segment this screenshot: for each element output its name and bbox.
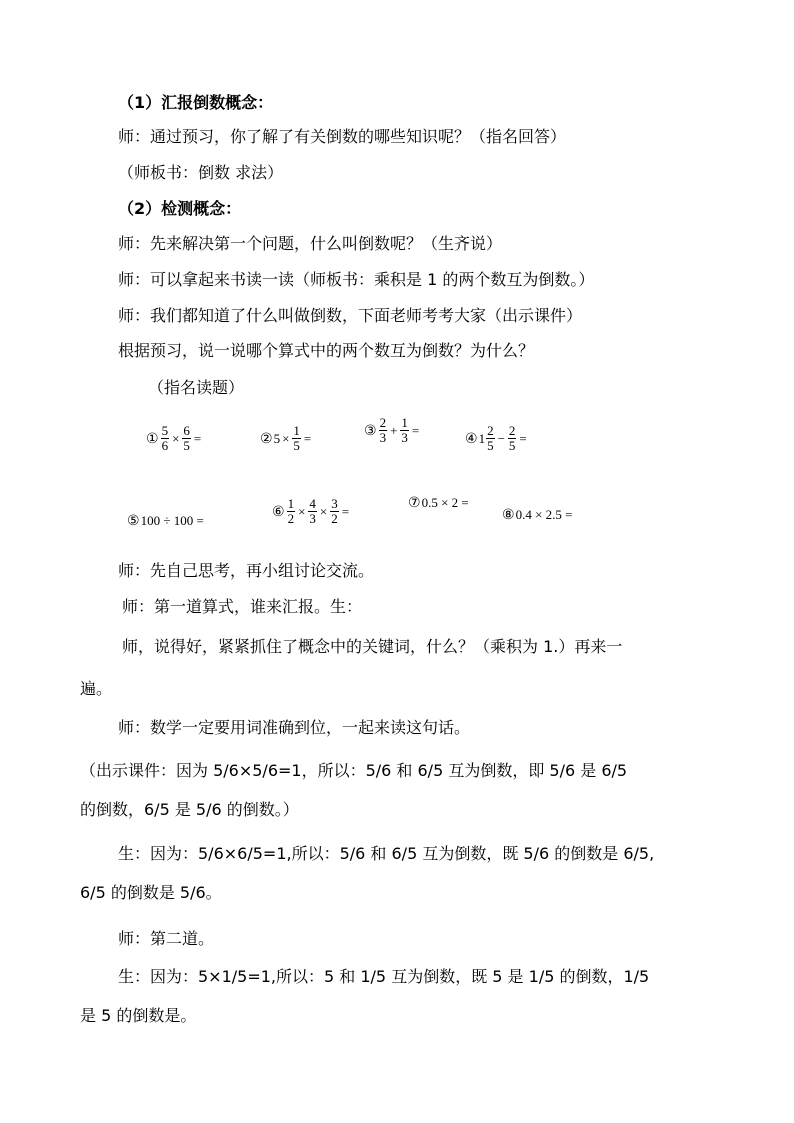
fraction: $\frac{5}{6}$: [161, 423, 169, 453]
equation-7: ⑦ 0.5 × 2 =: [408, 495, 469, 511]
text-line: 师：通过预习，你了解了有关倒数的哪些知识呢？（指名回答）: [118, 127, 567, 146]
fraction: $\frac{6}{5}$: [183, 423, 190, 453]
text-line: 的倒数，6/5 是 5/6 的倒数。）: [80, 800, 299, 819]
heading-check-concept: （2）检测概念：: [118, 199, 242, 218]
equation-6: ⑥ $\frac{1}{2}$ × $\frac{4}{3}$ × $\frac{3}{2}$ =: [272, 496, 350, 526]
fraction: $\frac{1}{3}$: [401, 415, 408, 445]
heading-report-concept: （1）汇报倒数概念：: [118, 93, 274, 112]
text-line: 师：先自己思考，再小组讨论交流。: [118, 561, 375, 580]
text-line: （指名读题）: [148, 378, 245, 397]
equation-4: ④ 1 $\frac{2}{5}$ − $\frac{2}{5}$ =: [465, 423, 527, 453]
fraction: $\frac{2}{3}$: [379, 415, 387, 445]
text-line: 师：第二道。: [118, 929, 215, 948]
text-line: 是 5 的倒数是。: [80, 1006, 197, 1025]
text-line: 遍。: [80, 679, 113, 698]
text-line: （师板书：倒数 求法）: [118, 163, 284, 182]
fraction: $\frac{1}{2}$: [287, 496, 295, 526]
text-line: 师：第一道算式，谁来汇报。生：: [122, 597, 363, 616]
equation-1: ① $\frac{5}{6}$ × $\frac{6}{5}$ =: [146, 423, 202, 453]
text-line: 根据预习，说一说哪个算式中的两个数互为倒数？为什么？: [118, 341, 535, 360]
text-line: （出示课件：因为 5/6×5/6=1，所以：5/6 和 6/5 互为倒数，即 5/6 是 6/5: [80, 761, 628, 780]
text-line: 师：可以拿起来书读一读（师板书：乘积是 1 的两个数互为倒数。）: [118, 270, 595, 289]
text-line: 师：我们都知道了什么叫做倒数，下面老师考考大家（出示课件）: [118, 306, 583, 325]
equation-3: ③ $\frac{2}{3}$ + $\frac{1}{3}$ =: [364, 415, 420, 445]
text-line: 师：数学一定要用词准确到位，一起来读这句话。: [118, 718, 471, 737]
equation-5: ⑤ 100 ÷ 100 =: [127, 513, 204, 529]
text-line: 师：先来解决第一个问题，什么叫倒数呢？（生齐说）: [118, 234, 503, 253]
fraction: $\frac{1}{5}$: [293, 423, 300, 453]
equation-2: ② 5 × $\frac{1}{5}$ =: [260, 423, 312, 453]
text-line: 6/5 的倒数是 5/6。: [80, 883, 222, 902]
fraction: $\frac{2}{5}$: [487, 423, 494, 453]
text-line: 生：因为：5/6×6/5=1,所以：5/6 和 6/5 互为倒数，既 5/6 的倒数是 6/5,: [118, 844, 655, 863]
text-line: 生：因为：5×1/5=1,所以：5 和 1/5 互为倒数，既 5 是 1/5 的倒数，1/5: [118, 967, 650, 986]
fraction: $\frac{2}{5}$: [508, 423, 516, 453]
text-line: 师，说得好，紧紧抓住了概念中的关键词，什么？（乘积为 1.）再来一: [122, 637, 623, 656]
fraction: $\frac{3}{2}$: [331, 496, 338, 526]
equation-8: ⑧ 0.4 × 2.5 =: [502, 507, 573, 523]
fraction: $\frac{4}{3}$: [309, 496, 316, 526]
